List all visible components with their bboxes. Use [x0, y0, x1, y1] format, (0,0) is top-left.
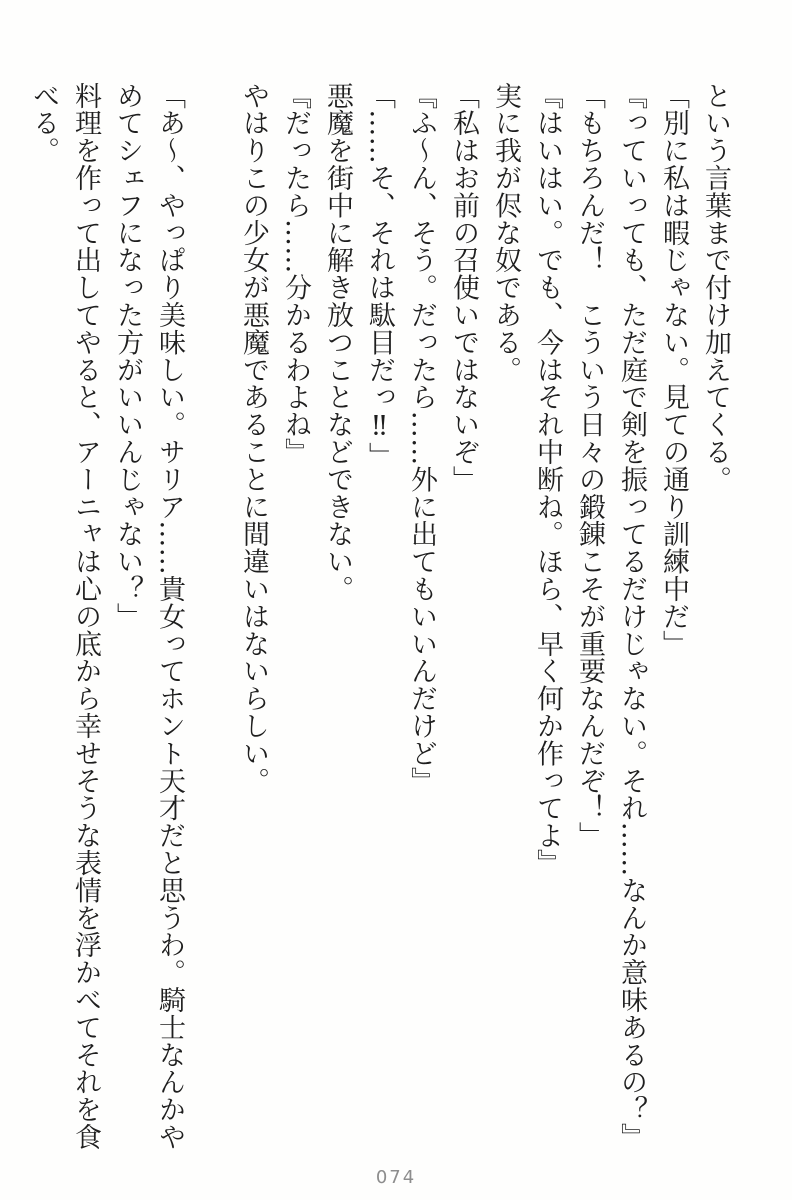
paragraph: という言葉まで付け加えてくる。 — [700, 82, 731, 493]
paragraph: 「もちろんだ！ こういう日々の鍛錬こそが重要なんだぞ！」 — [574, 82, 605, 850]
paragraph: 「別に私は暇じゃない。見ての通り訓練中だ」 — [658, 82, 689, 658]
paragraph: 「私はお前の召使いではないぞ」 — [448, 82, 479, 493]
paragraph: 「……そ、それは駄目だっ‼」 — [364, 82, 395, 470]
paragraph: 実に我が侭な奴である。 — [490, 82, 521, 384]
paragraph: やはりこの少女が悪魔であることに間違いはないらしい。 — [238, 82, 269, 795]
paragraph: 「あ～、やっぱり美味しい。サリア……貴女ってホント天才だと思うわ。騎士なんかやめてシェフになった方がいいんじゃない？」 — [112, 82, 185, 1151]
paragraph: 『だったら……分かるわよね』 — [280, 82, 311, 466]
paragraph: 『ふ～ん、そう。だったら……外に出てもいいんだけど』 — [406, 82, 437, 795]
paragraph: 悪魔を街中に解き放つことなどできない。 — [322, 82, 353, 603]
text-block — [22, 82, 736, 1162]
paragraph: 『はいはい。でも、今はそれ中断ね。ほら、早く何か作ってよ』 — [532, 82, 563, 877]
page-number: 074 — [375, 1167, 417, 1188]
paragraph: 料理を作って出してやると、アーニャは心の底から幸せそうな表情を浮かべてそれを食べる。 — [28, 82, 101, 1151]
paragraph: 『っていっても、ただ庭で剣を振ってるだけじゃない。それ……なんか意味あるの？』 — [616, 82, 647, 1151]
